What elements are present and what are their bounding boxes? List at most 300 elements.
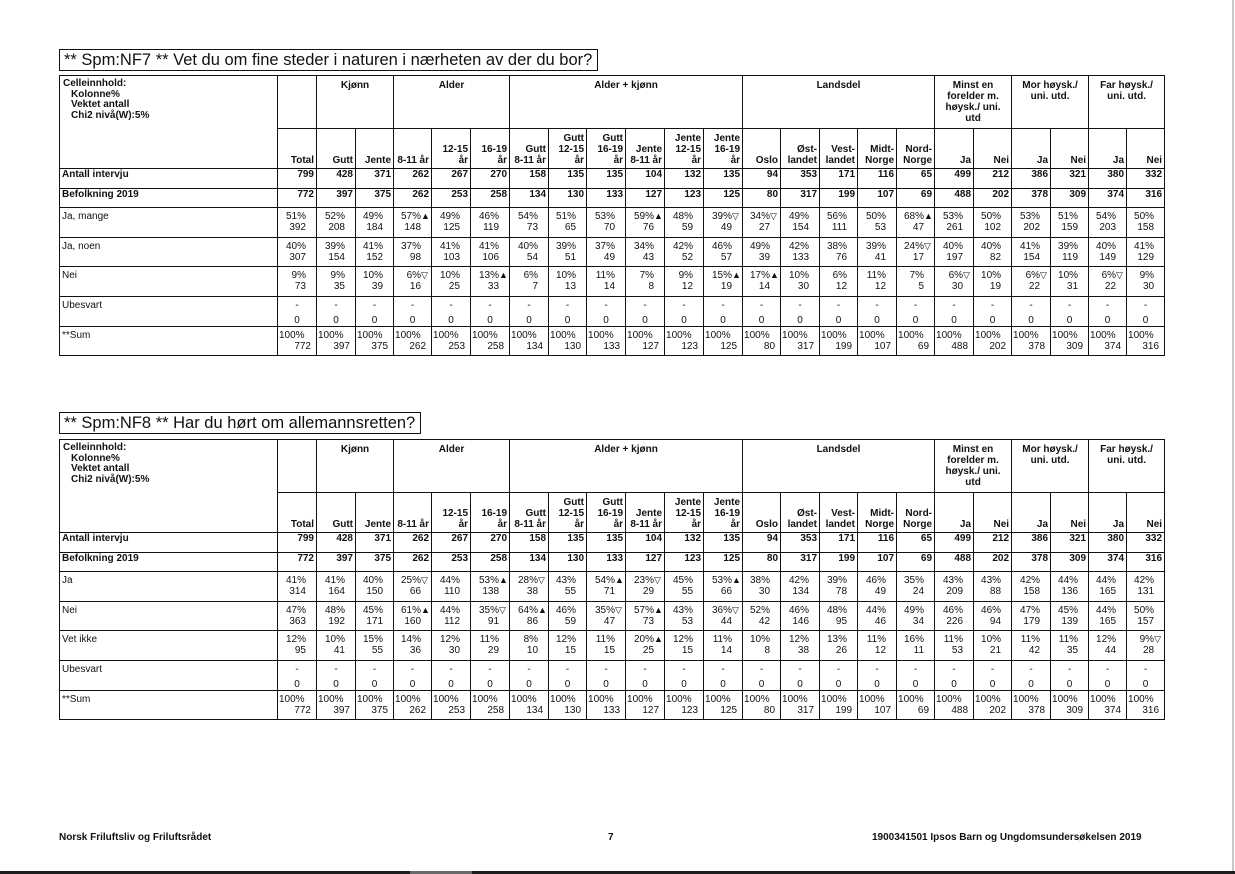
percent-value	[589, 664, 623, 675]
percent-text: 11%	[595, 270, 616, 281]
base-value: 134	[510, 552, 549, 572]
column-header-line: Nei	[1070, 155, 1087, 166]
percent-value	[744, 330, 778, 341]
percent-value	[899, 270, 932, 281]
column-header-line: Nei	[1070, 519, 1087, 530]
percent-text: -	[1143, 299, 1148, 311]
count-value: 0	[526, 678, 532, 690]
percent-value	[937, 211, 971, 222]
base-value: 386	[1012, 169, 1051, 189]
data-cell	[587, 267, 626, 297]
count-value: 375	[371, 704, 389, 716]
percent-text: -	[990, 299, 995, 311]
data-cell	[820, 326, 858, 356]
base-value: 375	[356, 188, 394, 208]
percent-text: 17%	[750, 270, 771, 281]
footer-right: 1900341501 Ipsos Barn og Ungdomsundersøkelsen 2019	[872, 832, 1142, 843]
base-value: 125	[704, 188, 743, 208]
percent-text: 46%	[479, 211, 500, 222]
count-value: 134	[526, 704, 544, 716]
column-header-line: Gutt	[332, 155, 353, 166]
percent-text: 7%	[909, 270, 925, 281]
count-value: 179	[1023, 615, 1041, 627]
base-value: 127	[626, 552, 665, 572]
data-cell	[897, 267, 935, 297]
column-header-line: Jente	[674, 497, 702, 508]
base-value: 158	[510, 169, 549, 189]
count-value: 13	[564, 281, 577, 292]
base-row	[60, 169, 1165, 189]
column-header-line: år	[691, 155, 702, 166]
data-cell	[1089, 660, 1127, 690]
count-value: 53	[951, 645, 964, 656]
percent-text: 40%	[981, 240, 1002, 252]
count-value: 130	[564, 704, 582, 716]
data-cell	[394, 690, 432, 720]
data-cell	[743, 690, 781, 720]
count-value: 29	[642, 586, 655, 597]
data-cell	[356, 601, 394, 631]
count-value: 0	[1142, 314, 1149, 326]
significance-icon: ▲	[654, 211, 663, 221]
column-header	[432, 129, 471, 169]
data-cell	[743, 326, 781, 356]
column-header-line: landet	[787, 155, 818, 166]
percent-text: 46%	[866, 575, 887, 586]
percent-text: 35%	[479, 604, 500, 616]
percent-text: 36%	[712, 604, 733, 616]
percent-text: -	[527, 663, 531, 675]
percent-value	[512, 634, 546, 645]
data-cell	[665, 690, 704, 720]
column-header-line: Jente	[635, 508, 663, 519]
data-cell	[1051, 601, 1089, 631]
data-cell	[974, 296, 1012, 326]
percent-value	[706, 241, 740, 252]
data-cell	[626, 660, 665, 690]
percent-text: 50%	[866, 211, 887, 222]
percent-text: 46%	[712, 240, 733, 252]
count-value: 133	[603, 704, 621, 716]
legend-title: Celleinnhold:	[63, 78, 127, 89]
count-value: 44	[1104, 645, 1117, 656]
percent-text: 12%	[673, 634, 694, 645]
percent-text: 100%	[1128, 693, 1154, 705]
data-cell	[587, 660, 626, 690]
percent-value	[1053, 300, 1086, 311]
column-header-line: Ja	[1112, 155, 1125, 166]
count-value: 0	[1066, 678, 1073, 690]
percent-text: 64%	[518, 604, 539, 616]
data-cell	[743, 208, 781, 238]
data-cell	[278, 267, 317, 297]
count-value: 316	[1142, 340, 1160, 352]
count-value: 65	[564, 222, 577, 233]
data-cell	[974, 326, 1012, 356]
data-cell	[356, 572, 394, 602]
percent-value	[588, 694, 623, 705]
data-cell	[897, 690, 935, 720]
percent-value	[745, 605, 778, 616]
data-cell	[974, 237, 1012, 267]
percent-text: 6%	[1101, 270, 1117, 281]
percent-value	[395, 694, 429, 705]
percent-value	[822, 664, 855, 675]
percent-text: 9%	[678, 270, 694, 281]
data-cell	[1089, 631, 1127, 661]
data-cell	[278, 690, 317, 720]
data-cell	[935, 296, 974, 326]
column-header	[549, 129, 587, 169]
count-value: 209	[946, 586, 964, 597]
count-value: 15	[564, 645, 577, 656]
count-value: 53	[681, 615, 694, 627]
base-row	[60, 188, 1165, 208]
percent-text: 10%	[363, 270, 384, 281]
data-cell	[394, 267, 432, 297]
percent-value	[396, 664, 429, 675]
count-value: 15	[681, 645, 694, 656]
count-value: 112	[444, 615, 461, 627]
percent-value	[280, 664, 314, 675]
data-cell	[1127, 326, 1165, 356]
significance-icon: ▲	[924, 211, 933, 221]
column-group-header	[1089, 76, 1165, 129]
legend-line: Vektet antall	[71, 463, 130, 474]
percent-value	[434, 211, 468, 222]
percent-value	[860, 211, 894, 222]
percent-value	[589, 270, 623, 281]
column-header-line: år	[497, 155, 508, 166]
column-group-header	[510, 440, 743, 493]
percent-value	[705, 694, 740, 705]
base-value: 258	[471, 552, 510, 572]
column-header	[278, 493, 317, 533]
percent-value	[1052, 330, 1086, 341]
count-value: 127	[642, 340, 660, 352]
data-cell	[858, 208, 897, 238]
count-value: 70	[603, 222, 616, 233]
percent-text: 12%	[789, 634, 810, 645]
data-cell	[935, 572, 974, 602]
count-value: 35	[333, 281, 345, 292]
count-value: 14	[603, 281, 616, 292]
percent-value	[318, 330, 353, 341]
percent-text: 43%	[673, 604, 694, 616]
count-value: 86	[526, 615, 539, 627]
percent-text: 10%	[981, 634, 1002, 645]
data-cell	[1012, 326, 1051, 356]
percent-text: 100%	[975, 329, 1001, 341]
percent-value	[822, 575, 855, 586]
data-cell	[858, 690, 897, 720]
percent-text: 14%	[401, 634, 422, 645]
percent-value	[551, 664, 584, 675]
data-cell	[974, 601, 1012, 631]
legend-line: Vektet antall	[71, 99, 130, 110]
column-header	[510, 493, 549, 533]
percent-value	[280, 605, 314, 616]
data-cell	[471, 572, 510, 602]
column-header	[317, 129, 356, 169]
significance-icon: ▽	[770, 211, 777, 221]
column-header	[587, 493, 626, 533]
column-group-header	[935, 76, 1012, 129]
base-row	[60, 533, 1165, 553]
base-value: 135	[704, 169, 743, 189]
percent-text: 46%	[943, 604, 964, 616]
percent-text: 16%	[904, 634, 925, 645]
count-value: 51	[564, 251, 577, 263]
count-value: 49	[603, 251, 616, 263]
count-value: 0	[642, 314, 648, 326]
data-cell	[317, 572, 356, 602]
percent-text: -	[643, 663, 647, 675]
percent-text: -	[488, 299, 492, 311]
data-cell	[704, 601, 743, 631]
percent-text: 100%	[821, 329, 847, 341]
data-cell	[510, 208, 549, 238]
column-header-line: Jente	[635, 144, 663, 155]
column-header-line: år	[574, 155, 585, 166]
percent-value	[396, 270, 429, 281]
percent-value	[859, 694, 894, 705]
percent-text: 38%	[827, 240, 848, 252]
percent-value	[551, 270, 584, 281]
data-cell	[432, 601, 471, 631]
percent-text: 45%	[1058, 604, 1079, 616]
data-cell	[471, 237, 510, 267]
count-value: 0	[912, 314, 919, 326]
percent-value	[976, 605, 1009, 616]
count-value: 378	[1028, 340, 1046, 352]
answer-row	[60, 296, 1165, 326]
count-value: 26	[835, 645, 848, 656]
base-value: 253	[432, 552, 471, 572]
data-cell	[665, 572, 704, 602]
data-cell	[394, 631, 432, 661]
data-cell	[665, 326, 704, 356]
count-value: 30	[448, 645, 461, 656]
percent-text: -	[798, 299, 802, 311]
base-value: 262	[394, 533, 432, 553]
percent-text: -	[721, 299, 725, 311]
count-value: 0	[720, 314, 726, 326]
percent-text: 53%	[1020, 211, 1041, 222]
count-value: 157	[1137, 615, 1155, 627]
answer-row	[60, 572, 1165, 602]
count-value: 27	[758, 222, 771, 233]
data-cell	[704, 326, 743, 356]
row-label: Befolkning 2019	[60, 188, 278, 208]
percent-value	[1014, 634, 1048, 645]
count-value: 25	[642, 645, 655, 656]
column-header-line: 16-19	[481, 508, 508, 519]
percent-value	[358, 211, 391, 222]
percent-value	[551, 300, 584, 311]
percent-text: 13%	[479, 270, 500, 281]
count-value: 0	[989, 314, 996, 326]
percent-value	[706, 300, 740, 311]
percent-text: 11%	[712, 634, 733, 645]
count-value: 160	[404, 615, 422, 627]
data-cell	[626, 208, 665, 238]
data-cell	[1089, 572, 1127, 602]
percent-text: -	[875, 663, 879, 675]
percent-value	[822, 211, 855, 222]
base-value: 135	[704, 533, 743, 553]
percent-value	[1129, 300, 1162, 311]
percent-text: 35%	[904, 575, 925, 586]
data-cell	[471, 601, 510, 631]
percent-value	[1052, 694, 1086, 705]
data-cell	[1012, 237, 1051, 267]
column-header-line: år	[613, 519, 624, 530]
percent-value	[822, 300, 855, 311]
data-cell	[317, 237, 356, 267]
column-header	[317, 493, 356, 533]
count-value: 199	[835, 340, 853, 352]
percent-text: 40%	[1096, 240, 1117, 252]
count-value: 0	[603, 678, 609, 690]
column-header-line: 12-15	[558, 144, 585, 155]
percent-text: -	[1029, 299, 1033, 311]
count-value: 262	[409, 340, 427, 352]
column-header	[394, 493, 432, 533]
percent-value	[434, 300, 468, 311]
legend-line: Chi2 nivå(W):5%	[71, 109, 150, 121]
percent-value	[783, 211, 817, 222]
count-value: 12	[874, 645, 887, 656]
column-group-header	[317, 440, 394, 493]
column-header-line: Gutt	[525, 144, 547, 155]
percent-value	[936, 330, 971, 341]
percent-value	[358, 664, 391, 675]
data-cell	[897, 660, 935, 690]
count-value: 66	[720, 586, 733, 597]
percent-text: 100%	[744, 693, 770, 705]
column-header	[626, 493, 665, 533]
base-value: 171	[820, 533, 858, 553]
data-cell	[626, 326, 665, 356]
percent-value	[358, 634, 391, 645]
percent-text: -	[759, 299, 764, 311]
percent-value	[860, 605, 894, 616]
percent-value	[936, 694, 971, 705]
percent-value	[860, 300, 894, 311]
significance-icon: ▽	[963, 270, 970, 280]
percent-text: 42%	[789, 575, 810, 586]
percent-text: 40%	[363, 575, 384, 586]
significance-icon: ▽	[499, 604, 506, 615]
percent-text: 9%	[1139, 270, 1155, 281]
column-header	[665, 129, 704, 169]
count-value: 171	[366, 615, 384, 627]
base-value: 262	[394, 552, 432, 572]
percent-text: 9%	[330, 270, 345, 281]
column-header-line: Nord-	[905, 144, 933, 155]
percent-value	[899, 300, 932, 311]
data-cell	[356, 326, 394, 356]
percent-value	[589, 211, 623, 222]
count-value: 94	[989, 615, 1002, 627]
percent-text: 34%	[634, 240, 655, 252]
data-cell	[974, 690, 1012, 720]
data-cell	[510, 601, 549, 631]
row-label: Ubesvart	[60, 296, 278, 326]
cell-content-legend	[60, 440, 278, 533]
base-value: 772	[278, 188, 317, 208]
count-value: 46	[874, 615, 887, 627]
percent-text: 38%	[750, 575, 771, 586]
base-value: 499	[935, 533, 974, 553]
data-cell	[317, 267, 356, 297]
data-cell	[1089, 296, 1127, 326]
count-value: 125	[720, 340, 738, 352]
data-cell	[549, 267, 587, 297]
column-group-header	[935, 440, 1012, 493]
significance-icon: ▲	[654, 604, 663, 615]
count-value: 10	[526, 645, 539, 656]
percent-value	[1014, 241, 1048, 252]
percent-text: 10%	[981, 270, 1002, 281]
percent-value	[976, 634, 1009, 645]
percent-text: 54%	[595, 575, 616, 586]
base-value: 132	[665, 533, 704, 553]
percent-value	[667, 575, 701, 586]
data-cell	[626, 631, 665, 661]
percent-text: 48%	[827, 604, 848, 616]
column-header-line: år	[613, 155, 624, 166]
column-header-line: Ja	[959, 519, 972, 530]
count-value: 374	[1104, 340, 1122, 352]
percent-value	[705, 330, 740, 341]
base-value: 378	[1012, 552, 1051, 572]
percent-text: 100%	[898, 693, 924, 705]
percent-text: 11%	[595, 634, 616, 645]
column-header	[471, 129, 510, 169]
percent-value	[667, 270, 701, 281]
percent-text: 100%	[1052, 329, 1078, 341]
count-value: 12	[681, 281, 694, 292]
column-header	[935, 493, 974, 533]
base-value: 374	[1089, 188, 1127, 208]
percent-text: 49%	[750, 240, 771, 252]
column-group-header	[394, 76, 510, 129]
percent-value	[589, 634, 623, 645]
data-cell	[1012, 296, 1051, 326]
count-value: 488	[951, 340, 969, 352]
data-cell	[1051, 237, 1089, 267]
column-header-line: 8-11 år	[397, 155, 430, 166]
percent-value	[473, 664, 507, 675]
data-cell	[356, 690, 394, 720]
count-value: 317	[797, 340, 815, 352]
base-value: 130	[549, 188, 587, 208]
percent-text: 24%	[904, 240, 925, 252]
count-value: 47	[912, 222, 925, 233]
base-value: 133	[587, 188, 626, 208]
legend-line: Kolonne%	[71, 88, 120, 100]
legend-line: Chi2 nivå(W):5%	[71, 473, 150, 485]
count-value: 309	[1066, 340, 1084, 352]
count-value: 129	[1137, 251, 1155, 263]
column-header-line: 16-19	[481, 144, 508, 155]
count-value: 134	[792, 586, 810, 597]
percent-text: 43%	[943, 575, 964, 586]
column-header-line: Midt-	[870, 508, 895, 519]
group-label: Minst en forelder m. høysk./ uni. utd	[945, 80, 1001, 124]
